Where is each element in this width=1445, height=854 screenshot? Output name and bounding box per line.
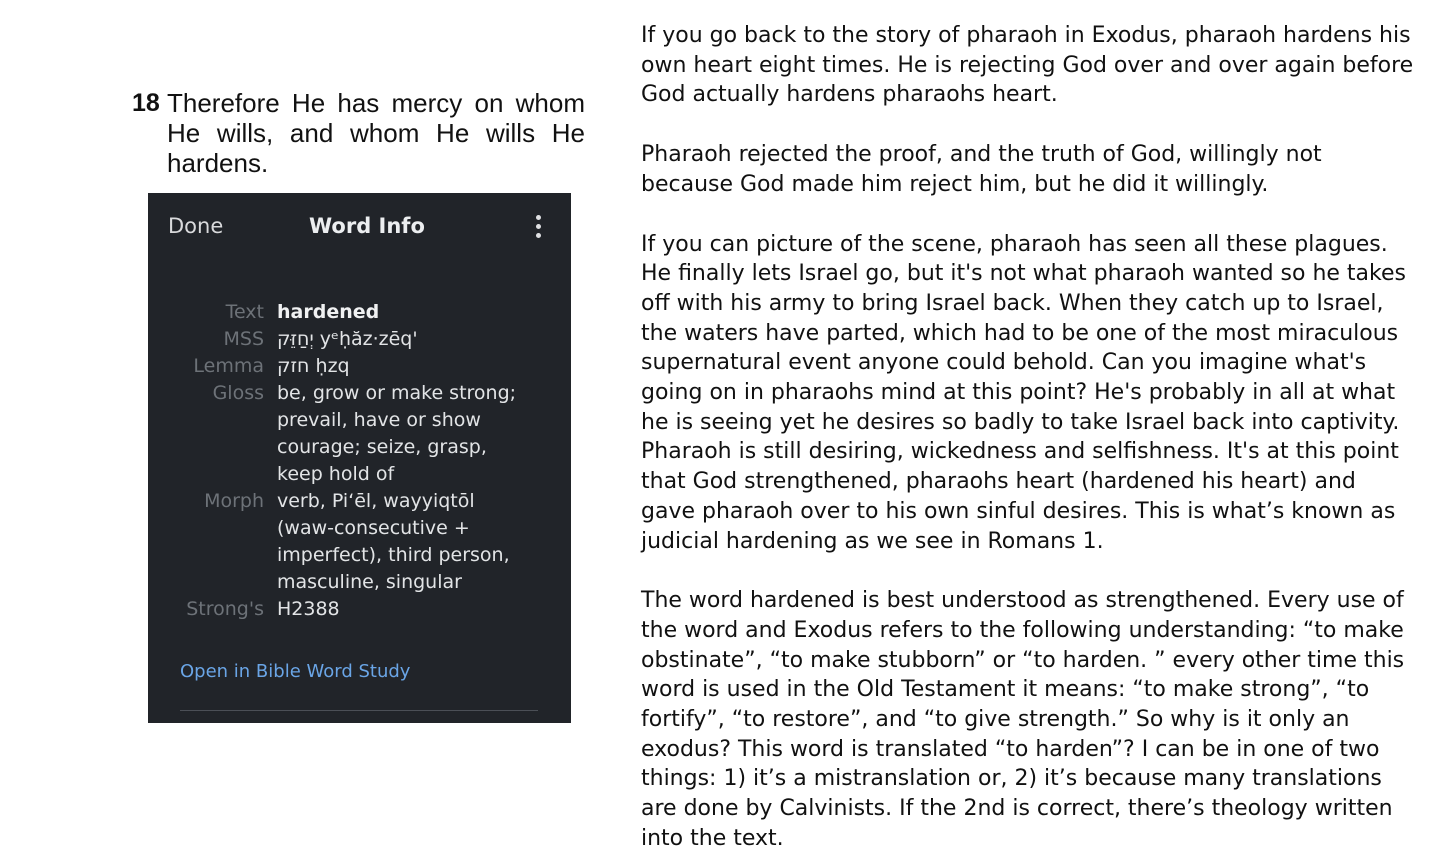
info-row-strongs: [148, 596, 571, 623]
info-value: hardened: [277, 301, 380, 323]
info-label: Morph: [204, 490, 264, 512]
info-value: H2388: [277, 598, 340, 620]
panel-title: Word Info: [309, 214, 425, 238]
verse: [132, 88, 592, 178]
article-paragraph: If you can picture of the scene, pharaoh has seen all these plagues. He finally lets Israel go, but it's not what pharaoh wanted so he takes off with his army to bring Israel back. When they catch up to Israel, the waters have parted, which had to be one of the most miraculous supernatural event anyone could behold. Can you imagine what's going on in pharaohs mind at this point? He's probably in all at what he is seeing yet he desires so badly to take Israel back into captivity. Pharaoh is still desiring, wickedness and selfishness. It's at this point that God strengthened, pharaohs heart (hardened his heart) and gave pharaoh over to his own sinful desires. This is what’s known as judicial hardening as we see in Romans 1.: [641, 231, 1406, 554]
verse-number: 18: [132, 89, 160, 117]
info-row-mss: [148, 326, 571, 353]
info-value: יְחַזֵּק yᵉḥăz·zēq': [277, 328, 418, 350]
info-label: MSS: [223, 328, 264, 350]
info-label: Gloss: [212, 382, 264, 404]
vertical-ellipsis-icon[interactable]: [530, 215, 546, 241]
info-value: חזק ḥzq: [277, 355, 350, 377]
done-button[interactable]: Done: [168, 214, 224, 238]
info-row-morph: [148, 488, 571, 596]
info-row-gloss: [148, 380, 571, 488]
article-paragraph: The word hardened is best understood as strengthened. Every use of the word and Exodus refers to the following understanding: “to make obstinate”, “to make stubborn” or “to harden. ” every other time this word is used in the Old Testament it means: “to make strong”, “to fortify”, “to restore”, and “to give strength.” So why is it only an exodus? This word is translated “to harden”? I can be in one of two things: 1) it’s a mistranslation or, 2) it’s because many translations are done by Calvinists. If the 2nd is correct, there’s theology written into the text.: [641, 588, 1405, 851]
info-row-text: [148, 299, 571, 326]
article-paragraph: Pharaoh rejected the proof, and the truth of God, willingly not because God made him reject him, but he did it willingly.: [641, 142, 1322, 197]
info-label: Strong's: [186, 598, 264, 620]
word-info-panel: [148, 193, 571, 723]
info-row-lemma: [148, 353, 571, 380]
info-value: verb, Piʻēl, wayyiqtōl (waw-consecutive + imperfect), third person, masculine, singular: [277, 490, 510, 593]
article-text: [641, 21, 1416, 854]
divider: [180, 710, 538, 711]
info-label: Text: [225, 301, 264, 323]
verse-text: Therefore He has mercy on whom He wills, and whom He wills He hardens.: [167, 88, 585, 178]
article-paragraph: If you go back to the story of pharaoh in Exodus, pharaoh hardens his own heart eight times. He is rejecting God over and over again before God actually hardens pharaohs heart.: [641, 23, 1414, 108]
word-info-table: [148, 299, 571, 623]
info-value: be, grow or make strong; prevail, have or show courage; seize, grasp, keep hold of: [277, 382, 517, 485]
panel-header: [148, 193, 571, 263]
open-bible-word-study-link[interactable]: Open in Bible Word Study: [180, 661, 411, 682]
info-label: Lemma: [193, 355, 264, 377]
